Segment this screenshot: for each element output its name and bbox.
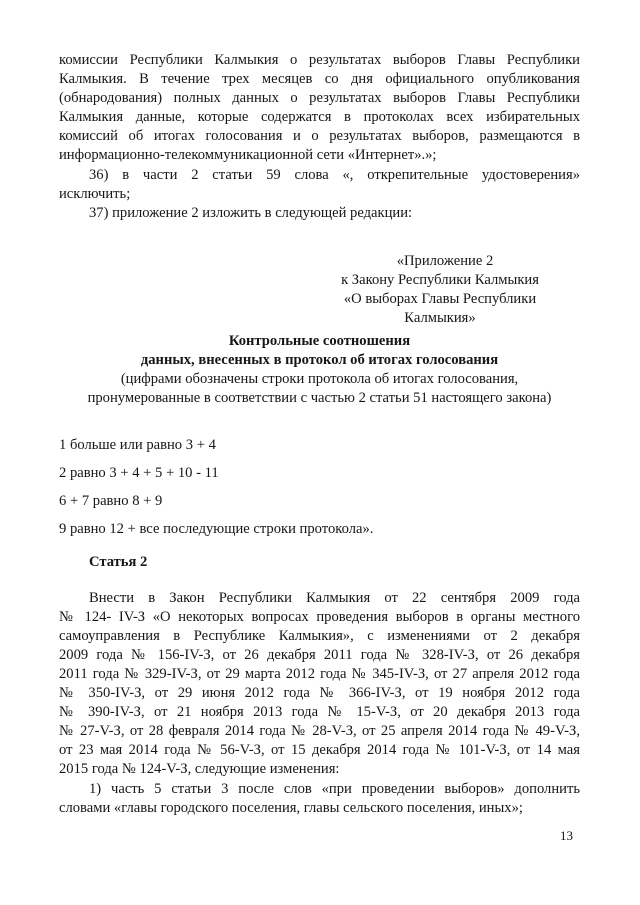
section-subheading: пронумерованные в соответствии с частью 2 статьи 51 настоящего закона) (87, 390, 552, 406)
text-line: комиссий об итогах голосования и о результатах выборов, размещаются в (59, 128, 580, 144)
annex-line: Калмыкия» (404, 309, 476, 326)
annex-line: к Закону Республики Калмыкия (341, 271, 539, 288)
article-text-line: № 350-IV-З, от 29 июня 2012 года № 366-IV-З, от 19 ноября 2012 года (59, 685, 580, 701)
item-37-line: 37) приложение 2 изложить в следующей редакции: (89, 205, 413, 221)
text-line: Калмыкия. В течение трех месяцев со дня официального опубликования (59, 71, 580, 87)
text-line: комиссии Республики Калмыкия о результатах выборов Главы Республики (59, 52, 580, 68)
relation-line: 1 больше или равно 3 + 4 (59, 437, 216, 453)
text-line: информационно-телекоммуникационной сети «Интернет».»; (59, 147, 437, 163)
relation-line: 9 равно 12 + все последующие строки протокола». (59, 521, 374, 537)
annex-line: «О выборах Главы Республики (343, 290, 537, 307)
article-text-line: 2009 года № 156-IV-З, от 26 декабря 2011 года № 328-IV-З, от 26 декабря (59, 647, 580, 663)
article-text-line: от 23 мая 2014 года № 56-V-З, от 15 декабря 2014 года № 101-V-З, от 14 мая (59, 742, 580, 758)
section-subheading: (цифрами обозначены строки протокола об итогах голосования, (120, 371, 519, 387)
article-text-line: № 124- IV-З «О некоторых вопросах проведения выборов в органы местного (59, 609, 580, 625)
text-line: (обнародования) полных данных о результатах выборов Главы Республики (59, 90, 580, 106)
article-text-line: 2015 года № 124-V-З, следующие изменения: (59, 761, 340, 777)
section-heading: данных, внесенных в протокол об итогах голосования (140, 352, 499, 368)
item-36-line: исключить; (59, 186, 131, 202)
item-36-line: 36) в части 2 статьи 59 слова «, открепительные удостоверения» (89, 167, 580, 183)
article-text-line: 2011 года № 329-IV-З, от 29 марта 2012 года № 345-IV-З, от 27 апреля 2012 года (59, 666, 580, 682)
annex-line: «Приложение 2 (396, 252, 494, 269)
item-1-line: 1) часть 5 статьи 3 после слов «при проведении выборов» дополнить (89, 781, 580, 797)
article-title: Статья 2 (89, 554, 148, 570)
section-heading: Контрольные соотношения (228, 333, 411, 349)
article-text-line: самоуправления в Республике Калмыкия», с изменениями от 2 декабря (59, 628, 580, 644)
article-text-line: № 390-IV-З, от 21 ноября 2013 года № 15-V-З, от 20 декабря 2013 года (59, 704, 580, 720)
article-text-line: Внести в Закон Республики Калмыкия от 22 сентября 2009 года (89, 590, 580, 606)
text-line: Калмыкия данные, которые содержатся в протоколах всех избирательных (59, 109, 580, 125)
article-text-line: № 27-V-З, от 28 февраля 2014 года № 28-V-З, от 25 апреля 2014 года № 49-V-З, (59, 723, 580, 739)
relation-line: 2 равно 3 + 4 + 5 + 10 - 11 (59, 465, 219, 481)
item-1-line: словами «главы городского поселения, главы сельского поселения, иных»; (59, 800, 523, 816)
relation-line: 6 + 7 равно 8 + 9 (59, 493, 163, 509)
page-number: 13 (560, 828, 573, 843)
